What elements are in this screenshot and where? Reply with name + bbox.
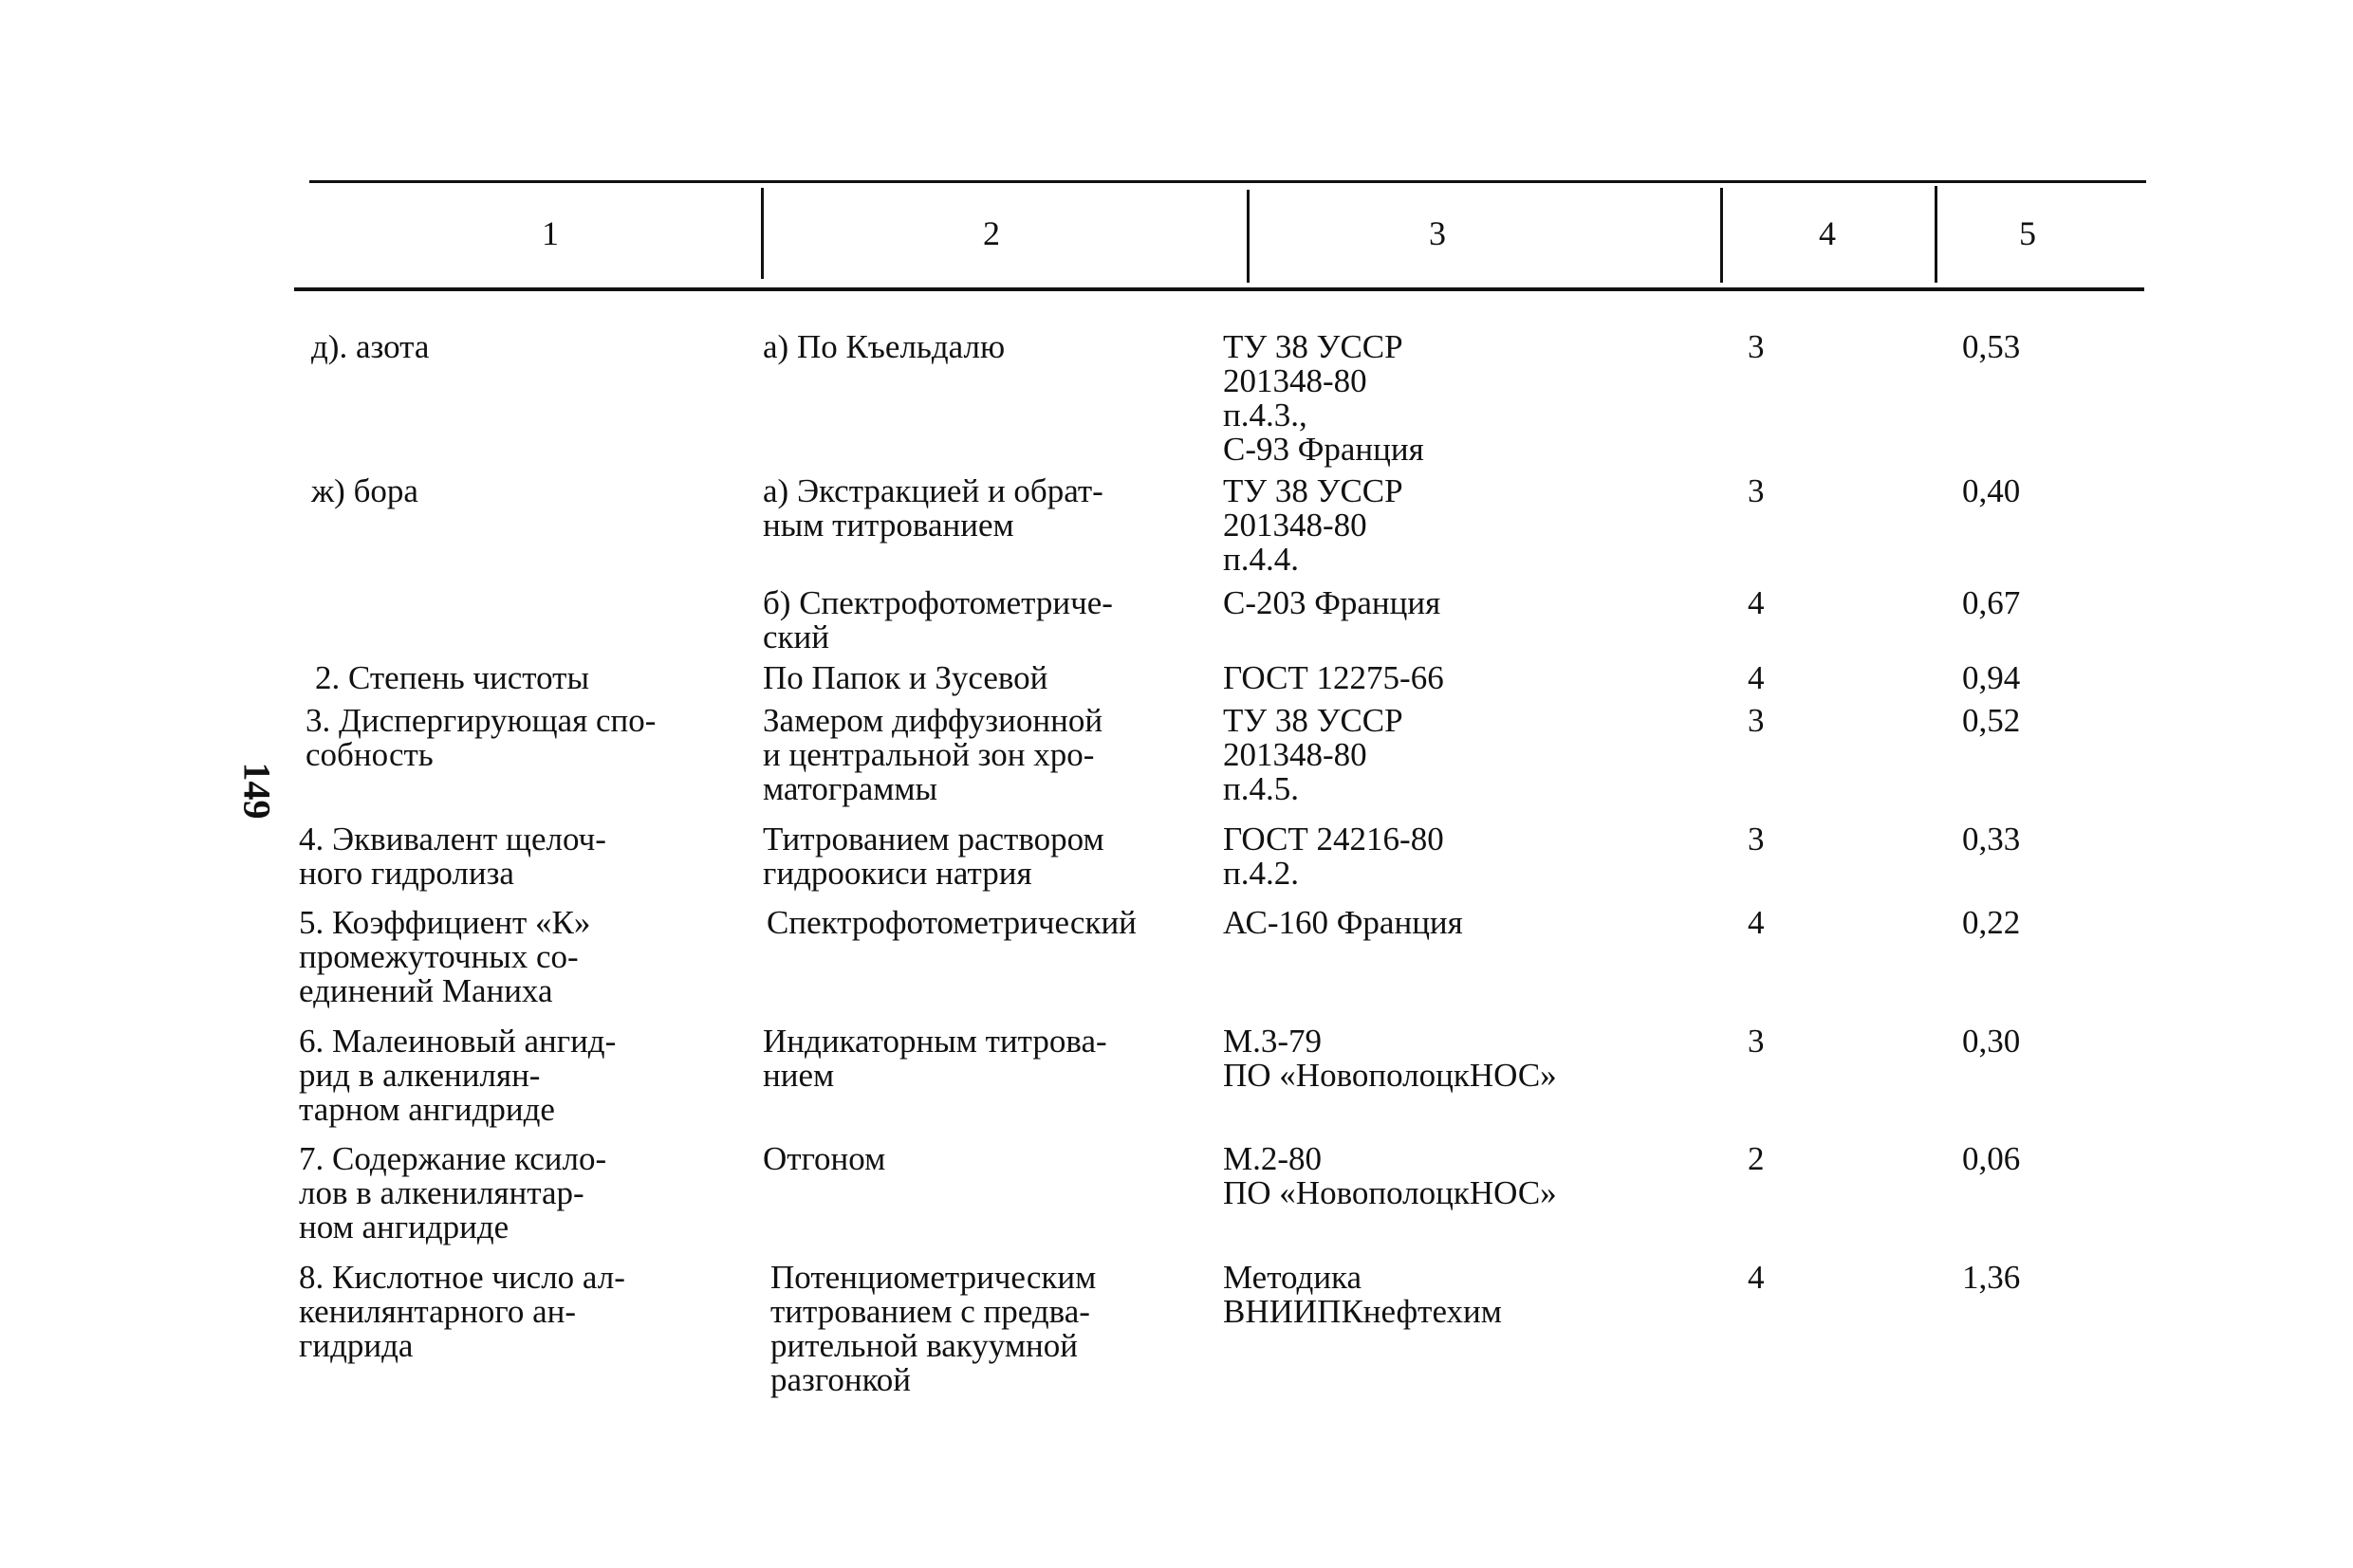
column-header-1: 1 <box>542 214 559 252</box>
row-6-name: 4. Эквивалент щелоч- ного гидролиза <box>299 821 606 892</box>
row-5-col4: 3 <box>1748 702 1765 739</box>
header-separator-4 <box>1935 186 1937 283</box>
row-4-col4: 4 <box>1748 659 1765 696</box>
header-separator-2 <box>1247 190 1250 283</box>
row-3-method: б) Спектрофотометриче- ский <box>763 584 1113 655</box>
row-4-col5: 0,94 <box>1962 659 2021 696</box>
row-2-col5: 0,40 <box>1962 472 2021 509</box>
column-header-3: 3 <box>1429 214 1446 252</box>
row-7-name: 5. Коэффициент «К» промежуточных со- единений Маниха <box>299 904 591 1009</box>
row-1-col4: 3 <box>1748 328 1765 365</box>
row-9-name: 7. Содержание ксило- лов в алкенилянтар- ном ангидриде <box>299 1140 607 1245</box>
row-1-method: а) По Къельдалю <box>763 328 1006 365</box>
table-header-rule <box>294 287 2144 291</box>
row-7-method: Спектрофотометрический <box>767 904 1137 941</box>
row-4-document: ГОСТ 12275-66 <box>1223 659 1444 696</box>
row-2-method: а) Экстракцией и обрат- ным титрованием <box>763 472 1103 544</box>
row-8-col4: 3 <box>1748 1023 1765 1060</box>
row-3-col5: 0,67 <box>1962 584 2021 621</box>
row-1-col5: 0,53 <box>1962 328 2021 365</box>
row-9-col5: 0,06 <box>1962 1140 2021 1177</box>
column-header-4: 4 <box>1819 214 1836 252</box>
row-5-col5: 0,52 <box>1962 702 2021 739</box>
row-7-col5: 0,22 <box>1962 904 2021 941</box>
row-9-method: Отгоном <box>763 1140 886 1177</box>
row-9-col4: 2 <box>1748 1140 1765 1177</box>
row-10-document: Методика ВНИИПКнефтехим <box>1223 1259 1502 1330</box>
header-separator-3 <box>1720 188 1723 283</box>
row-2-col4: 3 <box>1748 472 1765 509</box>
row-10-col5: 1,36 <box>1962 1259 2021 1296</box>
column-header-2: 2 <box>983 214 1000 252</box>
row-4-name: 2. Степень чистоты <box>315 659 589 696</box>
table-top-rule <box>309 180 2146 183</box>
row-6-method: Титрованием раствором гидроокиси натрия <box>763 821 1104 892</box>
row-5-method: Замером диффузионной и центральной зон хро- матограммы <box>763 702 1103 807</box>
row-2-name: ж) бора <box>311 472 418 509</box>
row-9-document: М.2-80 ПО «НовополоцкНОС» <box>1223 1140 1557 1211</box>
column-header-5: 5 <box>2019 214 2036 252</box>
header-separator-1 <box>761 188 764 279</box>
row-7-col4: 4 <box>1748 904 1765 941</box>
row-1-name: д). азота <box>311 328 430 365</box>
row-6-col4: 3 <box>1748 821 1765 858</box>
row-6-col5: 0,33 <box>1962 821 2021 858</box>
row-10-col4: 4 <box>1748 1259 1765 1296</box>
row-3-document: С-203 Франция <box>1223 584 1441 621</box>
row-10-method: Потенциометрическим титрованием с предва- рительной вакуумной разгонкой <box>770 1259 1097 1398</box>
row-1-document: ТУ 38 УССР 201348-80 п.4.3., С-93 Франция <box>1223 328 1424 468</box>
row-8-document: М.3-79 ПО «НовополоцкНОС» <box>1223 1023 1557 1094</box>
row-2-document: ТУ 38 УССР 201348-80 п.4.4. <box>1223 472 1403 578</box>
row-8-col5: 0,30 <box>1962 1023 2021 1060</box>
row-6-document: ГОСТ 24216-80 п.4.2. <box>1223 821 1444 892</box>
row-10-name: 8. Кислотное число ал- кенилянтарного ан- гидрида <box>299 1259 625 1364</box>
row-5-name: 3. Диспергирующая спо- собность <box>306 702 657 773</box>
row-3-col4: 4 <box>1748 584 1765 621</box>
page-number: 149 <box>235 762 279 820</box>
row-4-method: По Папок и Зусевой <box>763 659 1048 696</box>
row-8-method: Индикаторным титрова- нием <box>763 1023 1107 1094</box>
row-7-document: АС-160 Франция <box>1223 904 1463 941</box>
row-5-document: ТУ 38 УССР 201348-80 п.4.5. <box>1223 702 1403 807</box>
row-8-name: 6. Малеиновый ангид- рид в алкенилян- тарном ангидриде <box>299 1023 617 1128</box>
